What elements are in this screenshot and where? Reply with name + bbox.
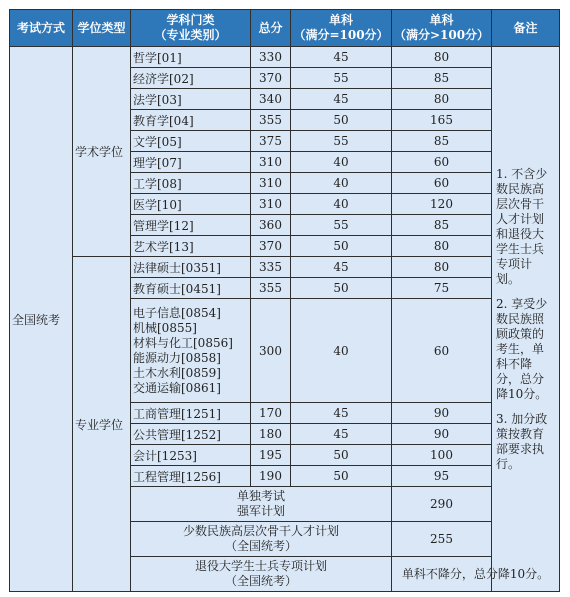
score-table xyxy=(9,9,560,592)
single-a-cell: 40 xyxy=(291,194,392,215)
table-row xyxy=(10,47,560,68)
discipline-cell: 经济学[02] xyxy=(131,68,251,89)
single-b-cell: 85 xyxy=(392,131,492,152)
special-standalone-line2: 强军计划 xyxy=(236,504,285,518)
total-cell: 300 xyxy=(251,299,291,403)
total-cell: 170 xyxy=(251,403,291,424)
single-a-cell: 45 xyxy=(291,403,392,424)
single-a-cell: 40 xyxy=(291,299,392,403)
single-a-cell: 50 xyxy=(291,466,392,487)
header-discipline-line1: 学科门类 xyxy=(166,13,215,27)
total-cell: 335 xyxy=(251,257,291,278)
discipline-cell: 教育学[04] xyxy=(131,110,251,131)
total-cell: 370 xyxy=(251,68,291,89)
discipline-cell-multi xyxy=(131,299,251,403)
single-b-cell: 80 xyxy=(392,236,492,257)
discipline-cell: 工程管理[1256] xyxy=(131,466,251,487)
table-row xyxy=(10,257,560,278)
single-a-cell: 40 xyxy=(291,173,392,194)
special-minority-line1: 少数民族高层次骨干人才计划 xyxy=(182,524,339,538)
single-b-cell: 60 xyxy=(392,299,492,403)
header-row xyxy=(10,10,560,47)
single-b-cell: 85 xyxy=(392,215,492,236)
single-b-cell: 75 xyxy=(392,278,492,299)
single-a-cell: 40 xyxy=(291,152,392,173)
note-item: 1. 不含少数民族高层次骨干人才计划和退役大学生士兵专项计划。 xyxy=(496,166,548,286)
header-single-a xyxy=(291,10,392,47)
header-single-b-line2: （满分>100分） xyxy=(393,28,490,42)
single-b-cell: 90 xyxy=(392,424,492,445)
special-veteran-cell xyxy=(131,557,392,592)
single-a-cell: 55 xyxy=(291,215,392,236)
discipline-line: 土木水利[0859] xyxy=(133,365,221,380)
discipline-cell: 法学[03] xyxy=(131,89,251,110)
note-item: 3. 加分政策按教育部要求执行。 xyxy=(496,411,548,471)
single-b-cell: 80 xyxy=(392,89,492,110)
discipline-cell: 哲学[01] xyxy=(131,47,251,68)
special-standalone-line1: 单独考试 xyxy=(236,489,285,503)
discipline-cell: 文学[05] xyxy=(131,131,251,152)
header-note: 备注 xyxy=(492,10,560,47)
score-table-container xyxy=(9,9,560,592)
header-single-b-line1: 单科 xyxy=(429,13,454,27)
total-cell: 290 xyxy=(392,487,492,522)
discipline-cell: 法律硕士[0351] xyxy=(131,257,251,278)
single-a-cell: 50 xyxy=(291,236,392,257)
total-cell: 255 xyxy=(392,522,492,557)
total-cell: 355 xyxy=(251,278,291,299)
single-b-cell: 100 xyxy=(392,445,492,466)
total-cell: 195 xyxy=(251,445,291,466)
single-a-cell: 50 xyxy=(291,445,392,466)
total-cell: 310 xyxy=(251,194,291,215)
notes-cell xyxy=(492,47,560,592)
total-cell: 340 xyxy=(251,89,291,110)
single-a-cell: 50 xyxy=(291,110,392,131)
single-a-cell: 50 xyxy=(291,278,392,299)
single-b-cell: 60 xyxy=(392,152,492,173)
single-b-cell: 80 xyxy=(392,257,492,278)
total-cell: 375 xyxy=(251,131,291,152)
discipline-cell: 公共管理[1252] xyxy=(131,424,251,445)
discipline-line: 交通运输[0861] xyxy=(133,380,221,395)
total-cell: 180 xyxy=(251,424,291,445)
header-single-a-line1: 单科 xyxy=(328,13,353,27)
discipline-cell: 艺术学[13] xyxy=(131,236,251,257)
discipline-line: 机械[0855] xyxy=(133,320,197,335)
special-veteran-rule-cell: 单科不降分，总分降10分。 xyxy=(392,557,560,592)
header-discipline xyxy=(131,10,251,47)
single-a-cell: 55 xyxy=(291,131,392,152)
special-veteran-line1: 退役大学生士兵专项计划 xyxy=(194,559,327,573)
total-cell: 190 xyxy=(251,466,291,487)
special-minority-cell xyxy=(131,522,392,557)
note-item: 2. 享受少数民族照顾政策的考生，单科不降分，总分降10分。 xyxy=(496,296,548,401)
total-cell: 310 xyxy=(251,173,291,194)
single-b-cell: 60 xyxy=(392,173,492,194)
header-degree-type: 学位类型 xyxy=(73,10,131,47)
discipline-cell: 工学[08] xyxy=(131,173,251,194)
header-discipline-line2: （专业类别） xyxy=(154,28,227,42)
single-b-cell: 165 xyxy=(392,110,492,131)
discipline-line: 材料与化工[0856] xyxy=(133,335,233,350)
single-b-cell: 90 xyxy=(392,403,492,424)
discipline-cell: 工商管理[1251] xyxy=(131,403,251,424)
discipline-line: 电子信息[0854] xyxy=(133,305,221,320)
special-minority-line2: （全国统考） xyxy=(224,539,297,553)
discipline-cell: 教育硕士[0451] xyxy=(131,278,251,299)
total-cell: 370 xyxy=(251,236,291,257)
special-standalone-cell xyxy=(131,487,392,522)
header-single-b xyxy=(392,10,492,47)
single-b-cell: 85 xyxy=(392,68,492,89)
discipline-line: 能源动力[0858] xyxy=(133,350,221,365)
degree-academic-cell: 学术学位 xyxy=(73,47,131,257)
single-a-cell: 45 xyxy=(291,257,392,278)
single-b-cell: 95 xyxy=(392,466,492,487)
single-a-cell: 55 xyxy=(291,68,392,89)
exam-mode-cell: 全国统考 xyxy=(10,47,73,592)
total-cell: 330 xyxy=(251,47,291,68)
discipline-cell: 会计[1253] xyxy=(131,445,251,466)
header-single-a-line2: （满分=100分） xyxy=(293,28,389,42)
single-a-cell: 45 xyxy=(291,89,392,110)
single-a-cell: 45 xyxy=(291,424,392,445)
total-cell: 360 xyxy=(251,215,291,236)
discipline-cell: 理学[07] xyxy=(131,152,251,173)
header-total: 总分 xyxy=(251,10,291,47)
header-exam-mode: 考试方式 xyxy=(10,10,73,47)
special-veteran-line2: （全国统考） xyxy=(224,574,297,588)
single-b-cell: 120 xyxy=(392,194,492,215)
single-a-cell: 45 xyxy=(291,47,392,68)
total-cell: 355 xyxy=(251,110,291,131)
degree-professional-cell: 专业学位 xyxy=(73,257,131,592)
total-cell: 310 xyxy=(251,152,291,173)
discipline-cell: 医学[10] xyxy=(131,194,251,215)
discipline-cell: 管理学[12] xyxy=(131,215,251,236)
single-b-cell: 80 xyxy=(392,47,492,68)
